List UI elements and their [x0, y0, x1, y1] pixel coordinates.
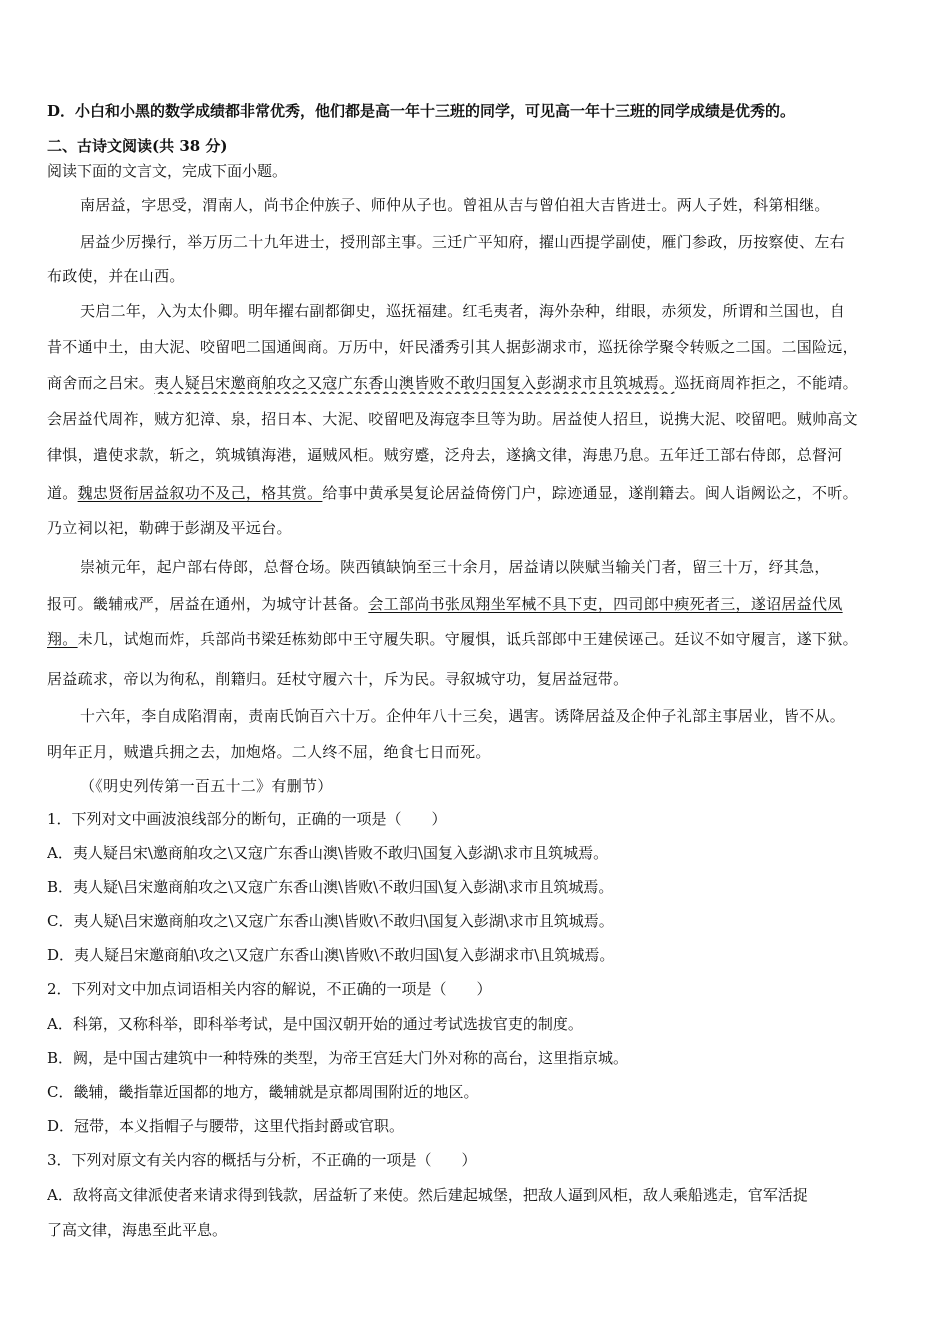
passage-paragraph-3-line-4: 会居益代周祚，贼方犯漳、泉，招日本、大泥、咬留吧及海寇李旦等为助。居益使人招旦，说携大泥、咬留吧。贼帅高文 [47, 410, 858, 428]
text-segment: 道。 [47, 484, 78, 502]
instruction: 阅读下面的文言文，完成下面小题。 [47, 162, 288, 180]
passage-paragraph-3-line-7: 乃立祠以祀，勒碑于彭湖及平远台。 [47, 519, 292, 537]
text-segment: 报可。畿辅戒严，居益在通州，为城守计甚备。 [47, 595, 369, 613]
previous-question-option-d: D．小白和小黑的数学成绩都非常优秀，他们都是高一年十三班的同学，可见高一年十三班的同学成绩是优秀的。 [47, 102, 796, 120]
question-3-option-a-line-1: A．敌将高文律派使者来请求得到钱款，居益斩了来使。然后建起城堡，把敌人逼到风柜，敌人乘船逃走，官军活捉 [47, 1186, 808, 1204]
question-3: 3．下列对原文有关内容的概括与分析，不正确的一项是（ ） [47, 1151, 477, 1169]
passage-paragraph-1: 南居益，字思受，渭南人，尚书企仲族子、师仲从子也。曾祖从吉与曾伯祖大吉皆进士。两人子姓，科第相继。 [80, 196, 830, 214]
passage-paragraph-3-line-2: 昔不通中土，由大泥、咬留吧二国通闽商。万历中，奸民潘秀引其人据彭湖求市，巡抚徐学聚令转贩之二国。二国险远， [47, 338, 858, 356]
text-segment: 巡抚商周祚拒之，不能靖。 [674, 374, 858, 392]
question-3-option-a-line-2: 了高文律，海患至此平息。 [47, 1221, 228, 1239]
passage-paragraph-3-line-3 [47, 372, 907, 394]
passage-paragraph-4-line-3 [47, 628, 907, 650]
wavy-underlined-sentence: 夷人疑吕宋邀商舶攻之又寇广东香山澳皆败不敢归国复入彭湖求市且筑城焉。 [154, 374, 675, 392]
passage-paragraph-2-line-2: 布政使，并在山西。 [47, 267, 185, 285]
question-2-option-a: A．科第，又称科举，即科举考试，是中国汉朝开始的通过考试选拔官吏的制度。 [47, 1015, 583, 1033]
question-1-option-b: B．夷人疑\吕宋邀商舶攻之\又寇广东香山澳\皆败\不敢归国\复入彭湖\求市且筑城焉。 [47, 878, 614, 896]
passage-paragraph-4-line-1: 崇祯元年，起户部右侍郎，总督仓场。陕西镇缺饷至三十余月，居益请以陕赋当输关门者，留三十万，纾其急， [80, 558, 830, 576]
question-2-option-d: D．冠带，本义指帽子与腰带，这里代指封爵或官职。 [47, 1117, 405, 1135]
underlined-sentence: 会工部尚书张凤翔坐军械不具下吏，四司郎中瘐死者三，遂诏居益代凤 [368, 595, 843, 613]
question-1-option-a: A．夷人疑吕宋\邀商舶攻之\又寇广东香山澳\皆败不敢归\国复入彭湖\求市且筑城焉。 [47, 844, 609, 862]
question-1-option-c: C．夷人疑\吕宋邀商舶攻之\又寇广东香山澳\皆败\不敢归\国复入彭湖\求市且筑城焉。 [47, 912, 614, 930]
question-2: 2．下列对文中加点词语相关内容的解说，不正确的一项是（ ） [47, 980, 492, 998]
passage-paragraph-5-line-1: 十六年，李自成陷渭南，责南氏饷百六十万。企仲年八十三矣，遇害。诱降居益及企仲子礼部主事居业，皆不从。 [80, 707, 846, 725]
question-2-option-b: B．阙，是中国古建筑中一种特殊的类型，为帝王宫廷大门外对称的高台，这里指京城。 [47, 1049, 629, 1067]
passage-paragraph-2-line-1: 居益少厉操行，举万历二十九年进士，授刑部主事。三迁广平知府，擢山西提学副使，雁门参政，历按察使、左右 [80, 233, 846, 251]
section-title: 二、古诗文阅读(共 38 分) [47, 137, 228, 155]
text-segment: 未几，试炮而炸，兵部尚书梁廷栋劾郎中王守履失职。守履惧，诋兵部郎中王建侯诬己。廷议不如守履言，遂下狱。 [77, 630, 858, 648]
question-1-option-d: D．夷人疑吕宋邀商舶\攻之\又寇广东香山澳\皆败\不敢归国\复入彭湖求市\且筑城焉。 [47, 946, 615, 964]
passage-paragraph-3-line-1: 天启二年，入为太仆卿。明年擢右副都御史，巡抚福建。红毛夷者，海外杂种，绀眼，赤须发，所谓和兰国也，自 [80, 302, 846, 320]
underlined-sentence: 魏忠贤衔居益叙功不及己，格其赏。 [77, 484, 323, 502]
underlined-sentence-end: 翔。 [47, 630, 78, 648]
passage-paragraph-3-line-6 [47, 482, 907, 504]
passage-paragraph-5-line-2: 明年正月，贼遣兵拥之去，加炮烙。二人终不屈，绝食七日而死。 [47, 743, 491, 761]
text-segment: 商舍而之吕宋。 [47, 374, 155, 392]
passage-paragraph-3-line-5: 律惧，遣使求款，斩之，筑城镇海港，逼贼风柜。贼穷蹙，泛舟去，遂擒文律，海患乃息。五年迁工部右侍郎，总督河 [47, 446, 843, 464]
question-2-option-c: C．畿辅，畿指靠近国都的地方，畿辅就是京都周围附近的地区。 [47, 1083, 479, 1101]
passage-source: （《明史列传第一百五十二》有删节） [80, 777, 333, 795]
question-1: 1．下列对文中画波浪线部分的断句，正确的一项是（ ） [47, 810, 447, 828]
text-segment: 给事中黄承昊复论居益倚傍门户，踪迹通显，遂削籍去。闽人诣阙讼之，不听。 [322, 484, 858, 502]
passage-paragraph-4-line-2 [47, 593, 907, 615]
passage-paragraph-4-line-4: 居益疏求，帝以为徇私，削籍归。廷杖守履六十，斥为民。寻叙城守功，复居益冠带。 [47, 670, 629, 688]
